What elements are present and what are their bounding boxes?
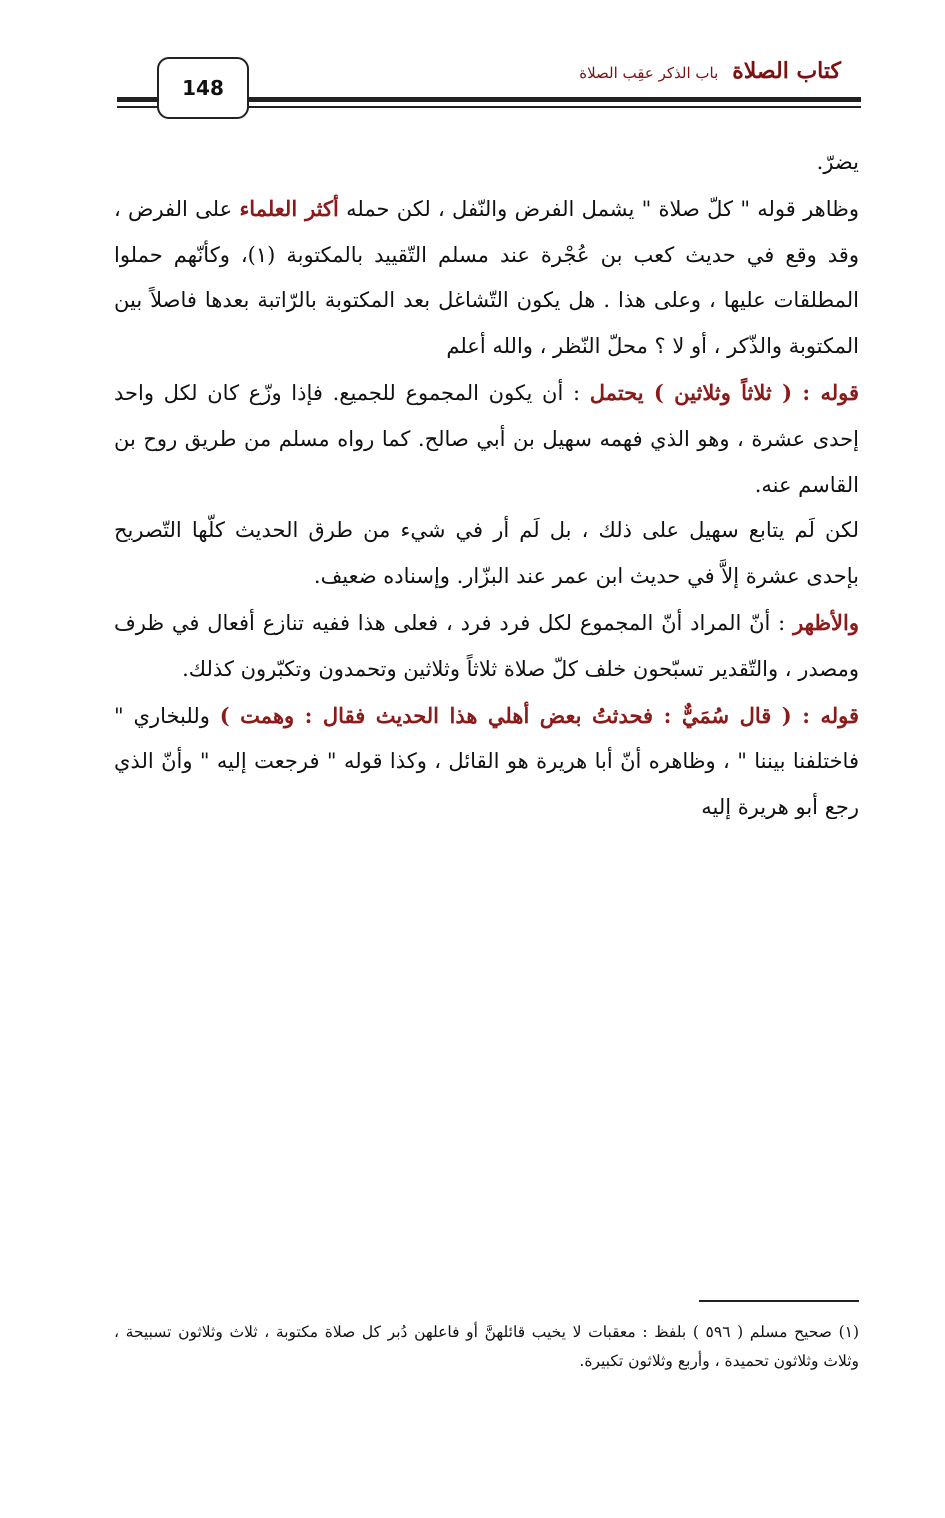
main-text [114,140,859,831]
paragraph [114,508,859,600]
footnotes [114,1318,859,1376]
text-run: على الفرض ، وقد وقع في حديث كعب بن عُجْرة عند مسلم التّقييد بالمكتوبة (١)، وكأنّهم حملوا المطلقات عليها ، وعلى هذا . هل يكون التّشاغل بعد المكتوبة بالرّاتبة بعدها فاصلاً بين المكتوبة والذّكر ، أو لا ؟ محلّ النّظر ، والله أعلم [114,196,859,359]
footnote-separator [699,1300,859,1302]
chapter-title: باب الذكر عقِب الصلاة [579,64,719,82]
text-run: : أن يكون المجموع للجميع. فإذا وزّع كان لكل واحد إحدى عشرة ، وهو الذي فهمه سهيل بن أبي صالح. كما رواه مسلم من طريق روح بن القاسم عنه. [114,380,859,497]
highlighted-phrase: قوله : ( قال سُمَيٌّ : فحدثتُ بعض أهلي هذا الحديث فقال : وهمت ) [219,702,859,728]
page-number-box [157,57,249,119]
text-run: وللبخاري " فاختلفنا بيننا " ، وظاهره أنّ أبا هريرة هو القائل ، وكذا قوله " فرجعت إليه " وأنّ الذي رجع أبو هريرة إليه [114,703,859,820]
page-header [0,0,945,130]
highlighted-phrase: والأظهر [793,609,859,635]
book-title: كتاب الصلاة [732,58,841,84]
text-run: : أنّ المراد أنّ المجموع لكل فرد فرد ، فعلى هذا ففيه تنازع أفعال في ظرف ومصدر ، والتّقدير تسبّحون خلف كلّ صلاة ثلاثاً وثلاثين وتحمدون وتكبّرون كذلك. [114,610,859,681]
text-run: يضرّ. [816,150,859,174]
footnote: (١) صحيح مسلم ( ٥٩٦ ) بلفظ : معقبات لا يخيب قائلهنَّ أو فاعلهن دُبر كل صلاة مكتوبة ، ثلاث وثلاثون تسبيحة ، وثلاث وثلاثون تحميدة ، وأربع وثلاثون تكبيرة. [114,1323,860,1370]
page-number: 148 [182,76,224,100]
highlighted-phrase: أكثر العلماء [239,195,339,221]
text-run: وظاهر قوله " كلّ صلاة " يشمل الفرض والنّفل ، لكن حمله [338,196,860,221]
paragraph [114,693,859,831]
running-head [579,58,841,84]
paragraph [114,140,859,186]
text-run: لكن لَم يتابع سهيل على ذلك ، بل لَم أر في شيء من طرق الحديث كلّها التّصريح بإحدى عشرة إلاَّ في حديث ابن عمر عند البزّار. وإسناده ضعيف. [114,518,859,589]
paragraph [114,370,859,508]
paragraph [114,186,859,370]
highlighted-phrase: قوله : ( ثلاثاً وثلاثين ) يحتمل [589,379,859,405]
paragraph [114,600,859,693]
